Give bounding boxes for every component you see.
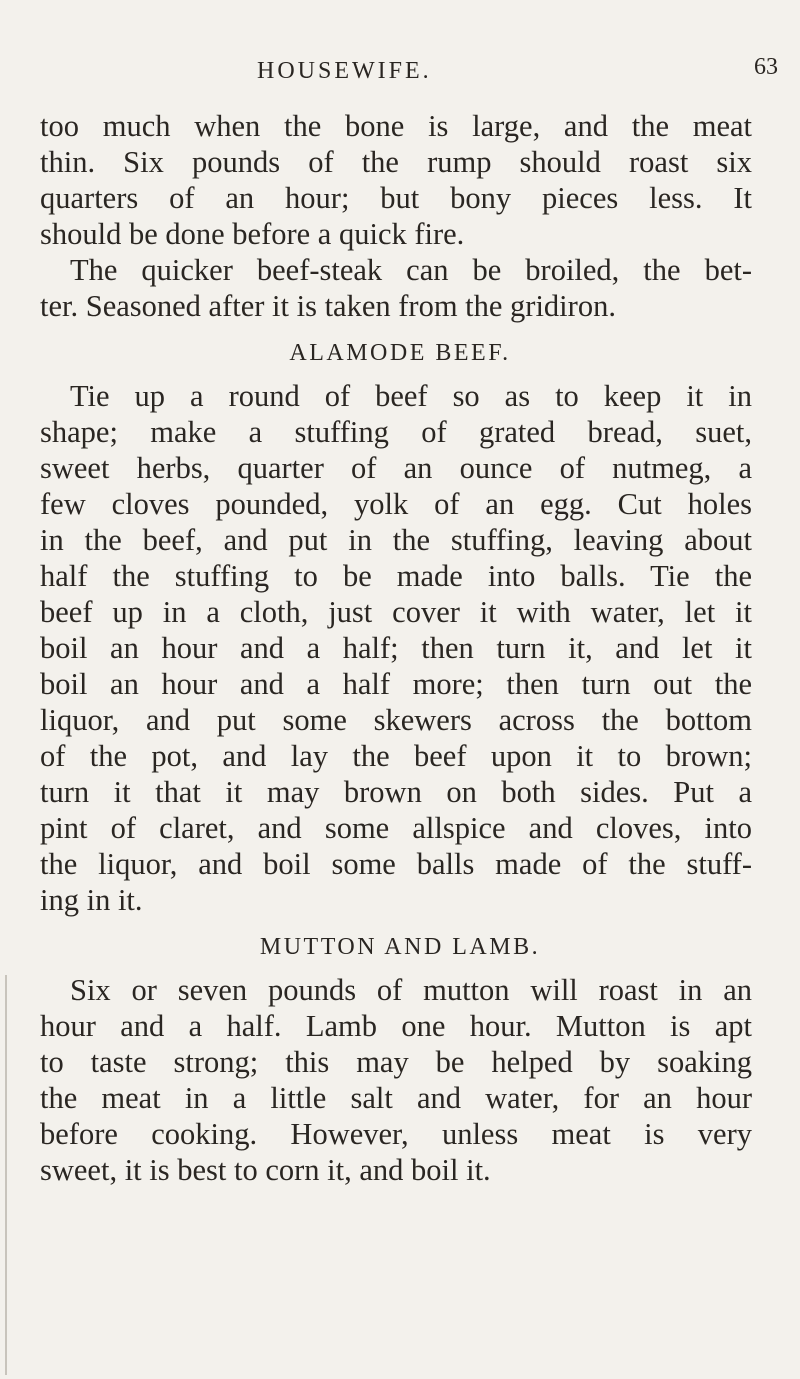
text-line: The quicker beef-steak can be broiled, the bet-	[70, 253, 752, 287]
text-line: of the pot, and lay the beef upon it to brown;	[40, 739, 752, 773]
section-heading: ALAMODE BEEF.	[289, 340, 511, 366]
text-line: boil an hour and a half; then turn it, and let it	[40, 631, 752, 665]
page-number: 63	[754, 54, 778, 80]
text-line: in the beef, and put in the stuffing, leaving about	[40, 523, 752, 557]
section-heading: MUTTON AND LAMB.	[259, 934, 541, 960]
text-line: liquor, and put some skewers across the bottom	[40, 703, 752, 737]
page-edge-shadow	[5, 975, 7, 1375]
text-line: the liquor, and boil some balls made of the stuff-	[40, 847, 752, 881]
text-line: before cooking. However, unless meat is very	[40, 1117, 752, 1151]
text-line: hour and a half. Lamb one hour. Mutton is apt	[40, 1009, 752, 1043]
text-line: to taste strong; this may be helped by soaking	[40, 1045, 752, 1079]
text-line: thin. Six pounds of the rump should roast six	[40, 145, 752, 179]
text-line: beef up in a cloth, just cover it with water, let it	[40, 595, 752, 629]
text-line: shape; make a stuffing of grated bread, suet,	[40, 415, 752, 449]
text-line: few cloves pounded, yolk of an egg. Cut holes	[40, 487, 752, 521]
text-line: ter. Seasoned after it is taken from the gridiron.	[40, 289, 616, 323]
text-line: pint of claret, and some allspice and cloves, into	[40, 811, 752, 845]
text-line: ing in it.	[40, 883, 143, 917]
running-head: HOUSEWIFE.	[257, 58, 432, 84]
text-line: sweet, it is best to corn it, and boil it.	[40, 1153, 491, 1187]
text-line: should be done before a quick fire.	[40, 217, 465, 251]
text-line: turn it that it may brown on both sides. Put a	[40, 775, 752, 809]
text-line: quarters of an hour; but bony pieces less. It	[40, 181, 752, 215]
text-line: half the stuffing to be made into balls. Tie the	[40, 559, 752, 593]
text-line: Tie up a round of beef so as to keep it in	[70, 379, 752, 413]
text-line: sweet herbs, quarter of an ounce of nutmeg, a	[40, 451, 752, 485]
text-line: Six or seven pounds of mutton will roast in an	[70, 973, 752, 1007]
text-line: the meat in a little salt and water, for an hour	[40, 1081, 752, 1115]
text-line: too much when the bone is large, and the meat	[40, 109, 752, 143]
text-line: boil an hour and a half more; then turn out the	[40, 667, 752, 701]
